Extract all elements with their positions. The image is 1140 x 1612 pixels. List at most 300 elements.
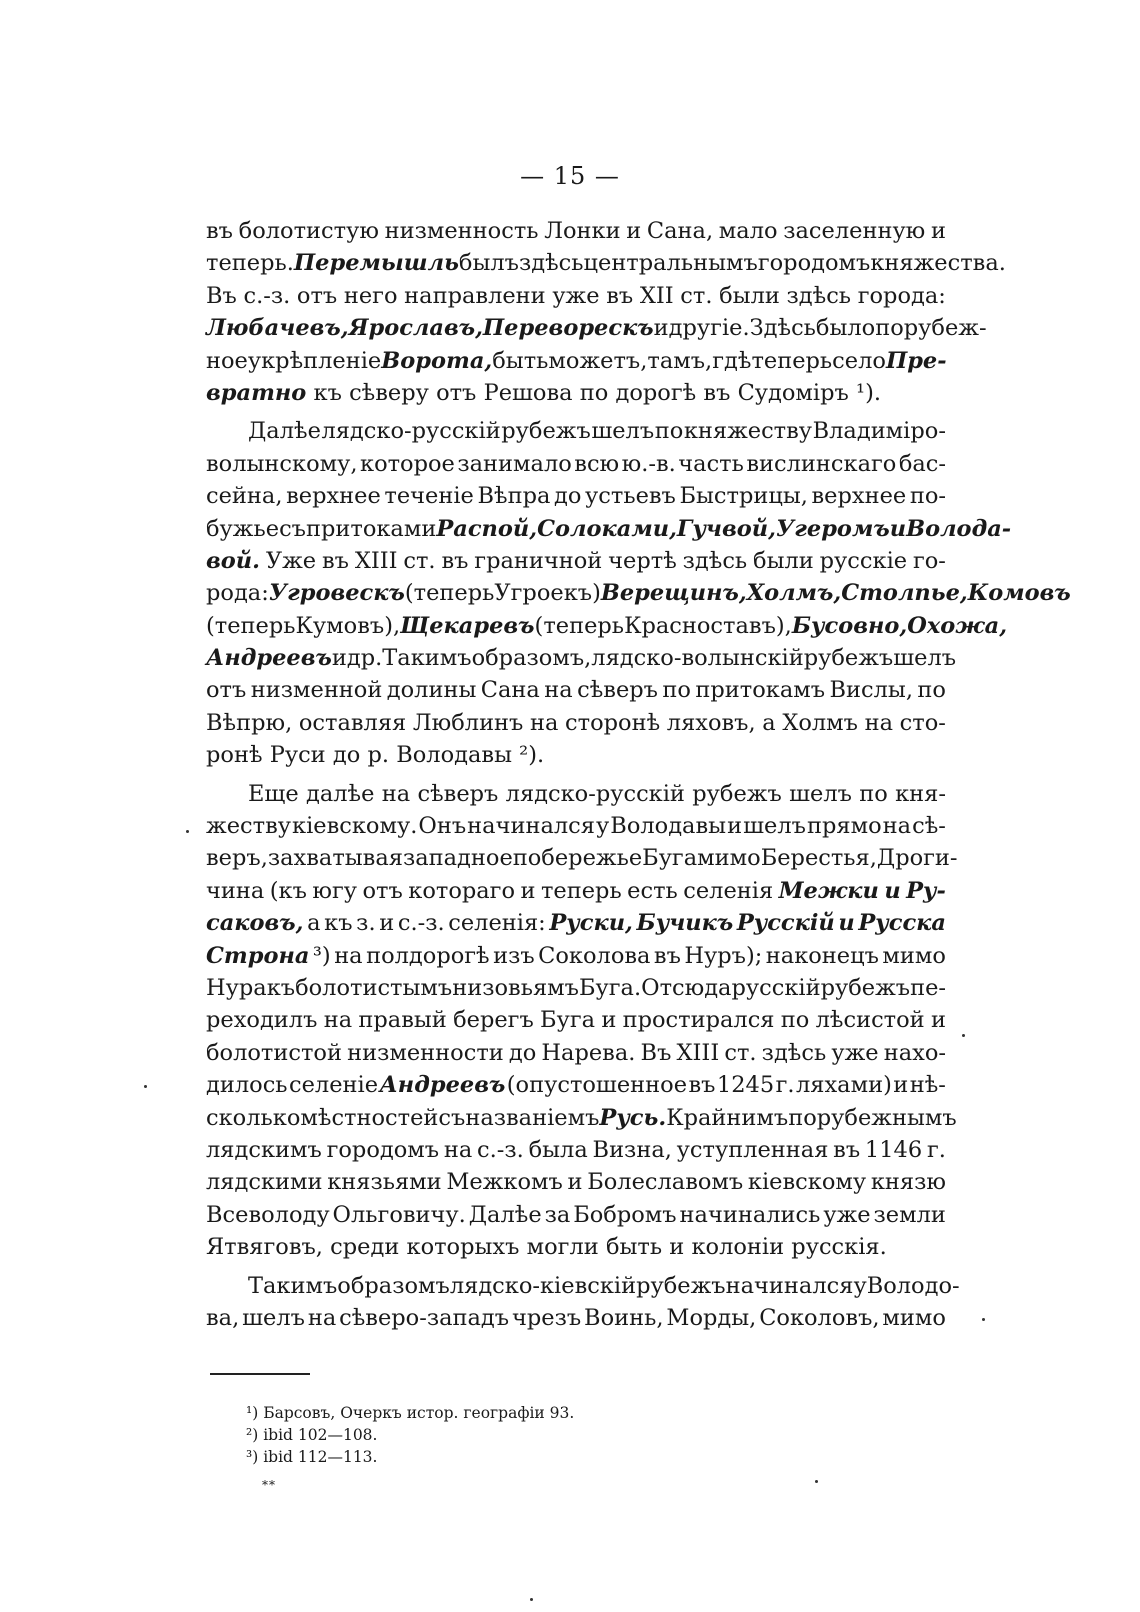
word: ст. <box>403 547 436 574</box>
word: среди <box>330 1234 400 1261</box>
word: с.-з. <box>243 282 291 309</box>
word: тамъ, <box>647 347 713 374</box>
word: г. <box>775 1072 795 1099</box>
word: Дроги- <box>876 845 958 872</box>
word: Гучвой, <box>676 515 776 542</box>
word: далѣе <box>305 780 375 807</box>
word: въ <box>321 547 349 574</box>
word: Такимъ <box>382 645 472 672</box>
word: сторонѣ <box>565 709 661 736</box>
word: Соколова <box>538 942 651 969</box>
word: князьями <box>327 1169 442 1196</box>
word: Сана <box>480 677 540 704</box>
text-line <box>206 1004 946 1036</box>
word: колоніи <box>691 1234 785 1261</box>
word: направлени <box>404 282 546 309</box>
word: нахо- <box>883 1039 946 1066</box>
text-line <box>206 707 946 739</box>
word: отъ <box>436 379 477 406</box>
word: городомъ <box>757 250 871 277</box>
word: по <box>579 379 609 406</box>
word: центральнымъ <box>583 250 758 277</box>
word: Соколовъ, <box>759 1304 880 1331</box>
word: въ <box>206 218 233 244</box>
word: отъ <box>296 282 338 309</box>
word: Угеромъ <box>775 515 890 542</box>
word: земли <box>873 1201 946 1228</box>
word: Вислы, <box>829 677 913 704</box>
word: (теперь <box>534 612 625 639</box>
word: по <box>859 780 888 807</box>
word: сѣверъ <box>577 677 658 704</box>
word: шелъ <box>242 1304 305 1331</box>
word: есть <box>627 877 678 904</box>
word: притоками <box>305 515 437 542</box>
text-line <box>206 312 987 344</box>
word: сѣ- <box>912 813 946 840</box>
word: низменность <box>384 218 539 244</box>
word: чертѣ <box>608 547 677 574</box>
word: бас- <box>898 450 946 477</box>
word: быть <box>492 347 549 374</box>
word: верхнее <box>286 483 381 510</box>
word: Руси <box>269 742 326 769</box>
text-line <box>206 1302 946 1334</box>
word: шелъ <box>893 645 957 672</box>
word: Володa- <box>906 515 1012 542</box>
word: въ <box>441 547 469 574</box>
word: Ятвяговъ, <box>206 1234 323 1261</box>
text-line <box>206 972 946 1004</box>
word: заселенную <box>783 218 926 244</box>
word: Щекаревъ <box>400 612 535 639</box>
word: на <box>323 1007 353 1034</box>
word: мѣстностей <box>300 1104 439 1131</box>
word: можетъ, <box>548 347 648 374</box>
word: на <box>864 709 894 736</box>
word: ст. <box>724 1039 757 1066</box>
word: названіемъ <box>465 1104 600 1131</box>
word: Володавы <box>610 813 727 840</box>
footnotes <box>246 1402 574 1468</box>
word: съ <box>438 1104 466 1131</box>
word: до <box>332 742 361 769</box>
word: на <box>882 813 912 840</box>
word: лядскими <box>206 1169 323 1196</box>
word: устьевъ <box>585 483 676 510</box>
word: а <box>307 910 321 937</box>
word: Русь. <box>599 1104 667 1131</box>
word: кіевскому. <box>292 813 418 840</box>
word: Берестья, <box>760 845 877 872</box>
word: болотистую <box>238 218 379 244</box>
word: болотистой <box>206 1039 342 1066</box>
word: Онъ <box>418 813 467 840</box>
word: и <box>889 515 907 542</box>
word: и <box>930 218 946 244</box>
word: по <box>917 677 946 704</box>
text-line <box>206 415 946 447</box>
word: всю <box>574 450 620 477</box>
word: порубеж- <box>875 315 987 342</box>
word: на <box>530 709 559 736</box>
word: Кумовъ), <box>295 612 401 639</box>
word: Межкомъ <box>446 1169 563 1196</box>
word: часть <box>678 450 744 477</box>
word: Нуръ); <box>684 942 763 969</box>
word: саковъ, <box>206 910 304 937</box>
word: теченіе <box>384 483 474 510</box>
word: Такимъ <box>248 1272 338 1299</box>
word: у <box>853 1272 867 1299</box>
word: ное <box>206 347 248 374</box>
word: по <box>654 418 684 445</box>
scan-speck <box>815 1480 818 1483</box>
word: Сана, <box>646 218 714 244</box>
text-line <box>206 674 946 706</box>
word: чрезъ <box>511 1304 582 1331</box>
word: въ <box>653 942 681 969</box>
word: было <box>815 315 876 342</box>
word: изъ <box>493 942 535 969</box>
word: бужье <box>206 515 280 542</box>
word: Комовъ <box>967 580 1071 607</box>
word: Воинь, <box>584 1304 664 1331</box>
word: Уже <box>265 547 317 574</box>
word: въ <box>703 379 731 406</box>
word: захватывая <box>267 845 403 872</box>
word: Далѣе <box>248 418 321 445</box>
page-number: — 15 — <box>520 162 620 190</box>
word: Володавы <box>396 742 512 769</box>
word: ²). <box>519 742 545 769</box>
word: г. <box>926 1136 946 1163</box>
word: были <box>753 547 814 574</box>
word: прямо <box>806 813 882 840</box>
word: у <box>596 813 610 840</box>
word: болотистымъ <box>295 974 453 1001</box>
text-line <box>206 1270 960 1302</box>
text-line <box>206 1102 957 1134</box>
word: начинался <box>467 813 595 840</box>
word: ва, <box>206 1304 240 1331</box>
word: лядско-русскій <box>505 780 685 807</box>
word: верхнее <box>811 483 907 510</box>
text-line <box>206 1231 946 1263</box>
scan-speck <box>962 1034 965 1037</box>
word: за <box>544 1201 571 1228</box>
text-line <box>206 1166 946 1198</box>
text-line <box>206 345 946 377</box>
word: Буга. <box>578 974 642 1001</box>
word: съ <box>279 515 306 542</box>
word: XII <box>639 282 674 309</box>
word: Угровескъ <box>268 580 405 607</box>
word: рубежъ <box>636 1272 726 1299</box>
word: города: <box>857 282 946 309</box>
word: отъ <box>362 877 403 904</box>
word: селенія: <box>448 910 546 937</box>
word: сколько <box>206 1104 301 1131</box>
word: князю <box>870 1169 946 1196</box>
word: порубежнымъ <box>788 1104 957 1131</box>
body-text <box>206 215 1071 1334</box>
word: уже <box>552 282 600 309</box>
word: другіе. <box>668 315 750 342</box>
word: на <box>307 1304 337 1331</box>
word: 1245 <box>716 1072 775 1099</box>
word: уже <box>831 1039 879 1066</box>
word: быть <box>605 1234 663 1261</box>
word: него <box>343 282 398 309</box>
word: р. <box>367 742 390 769</box>
word: Столпье, <box>841 580 968 607</box>
word: пе- <box>910 974 947 1001</box>
word: ю.-в. <box>621 450 676 477</box>
word: (теперь <box>206 612 296 639</box>
word: лядско-кіевскій <box>449 1272 637 1299</box>
text-line <box>206 577 1071 609</box>
word: низовьямъ <box>452 974 579 1001</box>
word: Перемышль <box>293 250 459 277</box>
word: Болеславомъ <box>587 1169 744 1196</box>
word: Нарева. <box>541 1039 636 1066</box>
text-line <box>206 610 1008 642</box>
word: шелъ <box>591 418 655 445</box>
word: Быстрицы, <box>679 483 808 510</box>
word: с.-з. <box>397 910 445 937</box>
word: здѣсь <box>518 250 584 277</box>
scan-speck <box>186 830 189 833</box>
word: и <box>331 645 347 672</box>
text-line <box>206 215 946 247</box>
word: до <box>508 1039 537 1066</box>
word: чина <box>206 877 265 904</box>
word: Холмъ <box>782 709 858 736</box>
text-line <box>206 513 1012 545</box>
word: на <box>381 780 411 807</box>
word: княжеству <box>683 418 813 445</box>
word: Красноставъ), <box>624 612 792 639</box>
word: селенія <box>683 877 774 904</box>
word: рубежъ <box>803 645 894 672</box>
word: Далѣе <box>468 1201 542 1228</box>
word: на <box>544 677 573 704</box>
word: Переворескъ <box>482 315 654 342</box>
word: ³) <box>312 942 331 969</box>
word: Решова <box>483 379 573 406</box>
word: побережье <box>512 845 643 872</box>
word: на <box>334 942 363 969</box>
word: и <box>520 877 536 904</box>
word: Русска <box>858 910 946 937</box>
word: и <box>626 218 642 244</box>
word: кіевскому <box>747 1169 867 1196</box>
word: мимо <box>697 845 761 872</box>
word: отъ <box>206 677 247 704</box>
word: дорогѣ <box>615 379 697 406</box>
word: въ <box>606 282 634 309</box>
word: XIII <box>354 547 398 574</box>
word: XIII <box>676 1039 720 1066</box>
word: правый <box>358 1007 447 1034</box>
word: Верещинъ, <box>600 580 747 607</box>
word: (теперь <box>404 580 495 607</box>
word: вислинскаго <box>746 450 897 477</box>
word: село <box>832 347 886 374</box>
word: Строна <box>206 942 310 969</box>
word: Морды, <box>666 1304 757 1331</box>
text-line <box>206 1199 946 1231</box>
word: Ольговичу. <box>332 1201 466 1228</box>
word: которое <box>360 450 455 477</box>
word: реходилъ <box>206 1007 318 1034</box>
word: 1146 <box>864 1136 923 1163</box>
word: Вѣпрю, <box>206 709 293 736</box>
word: долины <box>386 677 477 704</box>
footnote-rule <box>210 1373 310 1375</box>
word: была <box>528 1136 588 1163</box>
word: къ <box>313 379 342 406</box>
text-line <box>206 1134 946 1166</box>
word: Угроекъ) <box>494 580 601 607</box>
word: котораго <box>408 877 516 904</box>
word: Лонки <box>544 218 621 244</box>
word: вратно <box>206 379 307 406</box>
word: въ <box>833 1136 861 1163</box>
word: по- <box>909 483 946 510</box>
word: Крайнимъ <box>666 1104 789 1131</box>
word: на <box>443 1136 473 1163</box>
word: Бобромъ <box>573 1201 677 1228</box>
word: образомъ <box>337 1272 450 1299</box>
word: нѣ- <box>909 1072 946 1099</box>
word: по <box>662 677 691 704</box>
word: (къ <box>269 877 307 904</box>
word: уступленная <box>676 1136 829 1163</box>
word: Андреевъ <box>206 645 332 672</box>
word: го- <box>912 547 946 574</box>
word: вой. <box>206 547 260 574</box>
word: берегъ <box>453 1007 534 1034</box>
word: дилось <box>206 1072 288 1099</box>
word: притокамъ <box>695 677 826 704</box>
footnote-2: ²) ibid 102—108. <box>246 1426 378 1444</box>
word: Нура <box>206 974 267 1001</box>
word: рубежъ <box>692 780 782 807</box>
word: Вѣпра <box>477 483 551 510</box>
word: мимо <box>882 942 946 969</box>
word: Солоками, <box>537 515 677 542</box>
word: ст. <box>680 282 713 309</box>
word: былъ <box>458 250 519 277</box>
word: рода: <box>206 580 269 607</box>
word: и <box>884 877 901 904</box>
word: и <box>838 910 855 937</box>
word: и <box>669 1234 685 1261</box>
text-line <box>206 1037 946 1069</box>
word: Бучикъ <box>636 910 734 937</box>
word: и <box>893 1072 909 1099</box>
text-line <box>206 545 946 577</box>
word: лядскимъ <box>206 1136 322 1163</box>
text-line <box>206 940 946 972</box>
word: лѣсистой <box>815 1007 925 1034</box>
word: по <box>780 1007 810 1034</box>
word: рубежъ <box>820 974 911 1001</box>
word: Охожа, <box>907 612 1008 639</box>
text-line <box>206 739 946 771</box>
word: Визна, <box>592 1136 672 1163</box>
word: наконецъ <box>765 942 879 969</box>
word: сѣверъ <box>417 780 499 807</box>
word: и <box>601 1007 617 1034</box>
text-line <box>206 480 946 512</box>
word: Ру- <box>906 877 946 904</box>
word: и <box>567 1169 583 1196</box>
word: княжества. <box>870 250 1006 277</box>
scan-speck <box>144 1085 147 1088</box>
word: могли <box>526 1234 599 1261</box>
word: кня- <box>895 780 946 807</box>
word: теперь <box>540 877 622 904</box>
word: селеніе <box>288 1072 379 1099</box>
word: оставляя <box>298 709 407 736</box>
word: укрѣпленіе <box>247 347 382 374</box>
text-line <box>206 778 946 810</box>
word: Володо- <box>866 1272 960 1299</box>
word: Въ <box>640 1039 672 1066</box>
word: ¹). <box>856 379 881 406</box>
word: уже <box>823 1201 871 1228</box>
word: западное <box>402 845 513 872</box>
word: Ярославъ, <box>348 315 483 342</box>
footnote-1: ¹) Барсовъ, Очеркъ истор. географіи 93. <box>246 1404 575 1422</box>
word: и <box>379 910 395 937</box>
word: и <box>930 1007 946 1034</box>
word: здѣсь <box>761 1039 827 1066</box>
word: з. <box>356 910 376 937</box>
word: Въ <box>206 282 237 309</box>
word: теперь. <box>206 250 294 277</box>
word: шелъ <box>743 813 806 840</box>
word: др. <box>346 645 383 672</box>
word: югу <box>312 877 358 904</box>
word: низменности <box>347 1039 504 1066</box>
word: и <box>727 813 743 840</box>
word: ляхами) <box>795 1072 892 1099</box>
word: теперь <box>751 347 833 374</box>
word: Межки <box>778 877 879 904</box>
text-line <box>206 875 946 907</box>
word: Буга <box>642 845 698 872</box>
word: жеству <box>206 813 291 840</box>
word: Ворота, <box>381 347 493 374</box>
word: сѣверу <box>349 379 429 406</box>
text-line <box>206 448 946 480</box>
word: къ <box>266 974 296 1001</box>
word: (опустошенное <box>506 1072 688 1099</box>
word: русскія. <box>791 1234 887 1261</box>
word: здѣсь <box>786 282 852 309</box>
word: граничной <box>474 547 603 574</box>
text-line <box>206 642 957 674</box>
word: Владиміро- <box>812 418 946 445</box>
word: с.-з. <box>477 1136 524 1163</box>
word: Еще <box>248 780 299 807</box>
word: волынскому, <box>206 450 358 477</box>
scan-speck <box>530 1598 533 1601</box>
